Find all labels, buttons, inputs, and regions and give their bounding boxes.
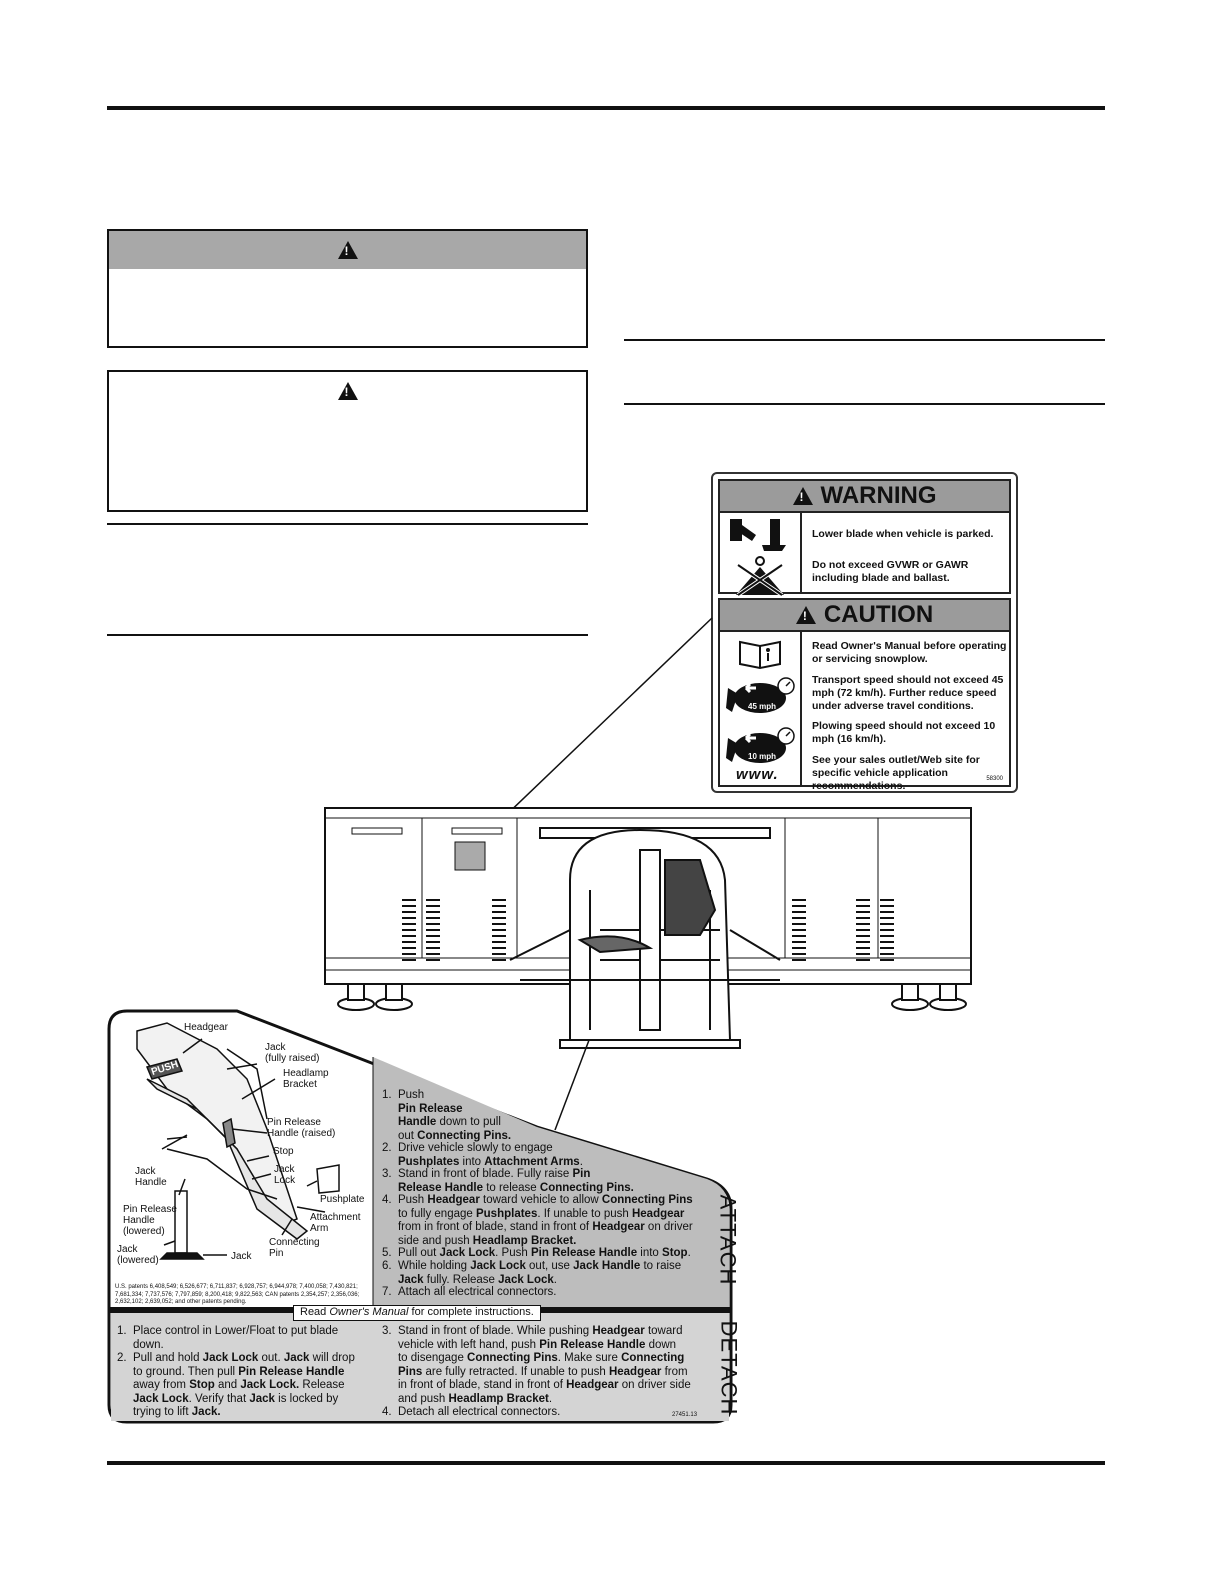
transport-speed-label: 45 mph	[748, 702, 777, 711]
detach-side-label: DETACH	[716, 1320, 742, 1416]
warning-box-1-header	[109, 231, 586, 269]
caution-panel	[718, 598, 1011, 792]
detach-step-1: 1. Place control in Lower/Float to put blade down.	[117, 1325, 339, 1351]
read-manual-icon	[722, 636, 798, 670]
warning-title: ! WARNING	[720, 481, 1009, 513]
bottom-rule	[107, 1461, 1105, 1465]
left-note-rule-bottom	[107, 634, 588, 636]
label-pin-release-raised: Pin Release Handle (raised)	[267, 1117, 336, 1139]
warning-box-1	[107, 229, 588, 348]
right-note-rule-bottom	[624, 403, 1105, 405]
label-jack-raised: Jack (fully raised)	[265, 1042, 320, 1064]
push-text: PUSH	[149, 1058, 180, 1079]
attach-detach-decal	[107, 1009, 742, 1424]
attach-step-5: 5. Pull out Jack Lock. Push Pin Release Handle into Stop.	[382, 1247, 691, 1259]
web-icon: www.	[736, 766, 779, 783]
attach-step-7: 7. Attach all electrical connectors.	[382, 1286, 557, 1298]
label-jack-lowered: Jack (lowered)	[117, 1244, 159, 1266]
label-headgear: Headgear	[184, 1022, 228, 1033]
caution-line-4: See your sales outlet/Web site for specific vehicle application recommendations.	[812, 754, 980, 792]
caution-line-1: Read Owner's Manual before operating or servicing snowplow.	[812, 640, 1007, 665]
attach-step-3: 3. Stand in front of blade. Fully raise Pin Release Handle to release Connecting Pins.	[382, 1168, 634, 1194]
warning-triangle-icon	[338, 382, 358, 400]
warning-line-1: Lower blade when vehicle is parked.	[812, 528, 994, 540]
attach-step-6: 6. While holding Jack Lock out, use Jack Handle to raise Jack fully. Release Jack Lock.	[382, 1260, 682, 1286]
decal-part-number: 58300	[986, 776, 1003, 782]
warning-icon-column	[720, 513, 802, 592]
label-jack: Jack	[231, 1251, 252, 1262]
warning-triangle-icon	[793, 487, 813, 505]
label-pin-release-lowered: Pin Release Handle (lowered)	[123, 1204, 177, 1237]
label-stop: Stop	[273, 1146, 294, 1157]
right-note-rule-top	[624, 339, 1105, 341]
attach-step-4: 4. Push Headgear toward vehicle to allow Connecting Pins to fully engage Pushplates. If unable to push Headgear from in front of blade, stand in front of Headgear on driver side and push Headlamp Bracket.	[382, 1194, 693, 1247]
attach-step-2: 2. Drive vehicle slowly to engage Pushplates into Attachment Arms.	[382, 1142, 583, 1168]
label-headlamp-bracket: Headlamp Bracket	[283, 1068, 329, 1090]
caution-title: ! CAUTION	[720, 600, 1009, 632]
read-manual-note: Read Owner's Manual for complete instructions.	[293, 1305, 541, 1321]
caution-line-3: Plowing speed should not exceed 10 mph (16 km/h).	[812, 720, 996, 745]
detach-step-3: 3. Stand in front of blade. While pushing Headgear toward vehicle with left hand, push Pin Release Handle down to disengage Connecting Pins. Make sure Connecting Pins are fully retracted. If unable to push Headgear from in front of blade, stand in front of Headgear on driver side and push Headlamp Bracket.	[382, 1325, 691, 1405]
label-jack-lock: Jack Lock	[274, 1164, 296, 1186]
caution-line-2: Transport speed should not exceed 45 mph (72 km/h). Further reduce speed under adverse travel conditions.	[812, 674, 1004, 712]
plowing-speed-label: 10 mph	[748, 752, 777, 761]
label-pushplate: Pushplate	[320, 1194, 365, 1205]
detach-step-4: 4. Detach all electrical connectors.	[382, 1406, 561, 1418]
top-rule	[107, 106, 1105, 110]
patent-text: U.S. patents 6,408,549; 6,526,677; 6,711,837; 6,928,757; 6,944,978; 7,400,058; 7,430,821; 7,681,334; 7,737,576; 7,797,859; 8,200,418; 9,822,563; CAN patents 2,354,257; 2,356,036; 2,632,102; 2,639,052; and other patents pending.	[115, 1284, 360, 1305]
label-connecting-pin: Connecting Pin	[269, 1237, 320, 1259]
label-jack-handle: Jack Handle	[135, 1166, 167, 1188]
crush-hazard-icon	[722, 515, 798, 553]
warning-caution-decal	[711, 472, 1018, 793]
attach-side-label: ATTACH	[715, 1194, 741, 1286]
attach-decal-part-number: 27451.13	[672, 1412, 698, 1418]
no-overload-icon	[722, 555, 798, 597]
warning-box-2	[107, 370, 588, 512]
warning-panel	[718, 479, 1011, 594]
label-attachment-arm: Attachment Arm	[310, 1212, 361, 1234]
warning-triangle-icon	[338, 241, 358, 259]
detach-step-2: 2. Pull and hold Jack Lock out. Jack will drop to ground. Then pull Pin Release Handle away from Stop and Jack Lock. Release Jack Lock. Verify that Jack is locked by trying to lift Jack.	[117, 1352, 355, 1418]
left-note-rule-top	[107, 523, 588, 525]
warning-box-2-header	[109, 380, 586, 402]
attach-step-1: 1. Push Pin Release Handle down to pull out Connecting Pins.	[382, 1089, 512, 1142]
warning-line-2: Do not exceed GVWR or GAWR including blade and ballast.	[812, 559, 969, 584]
caution-icon-column	[720, 632, 802, 785]
warning-triangle-icon	[796, 606, 816, 624]
